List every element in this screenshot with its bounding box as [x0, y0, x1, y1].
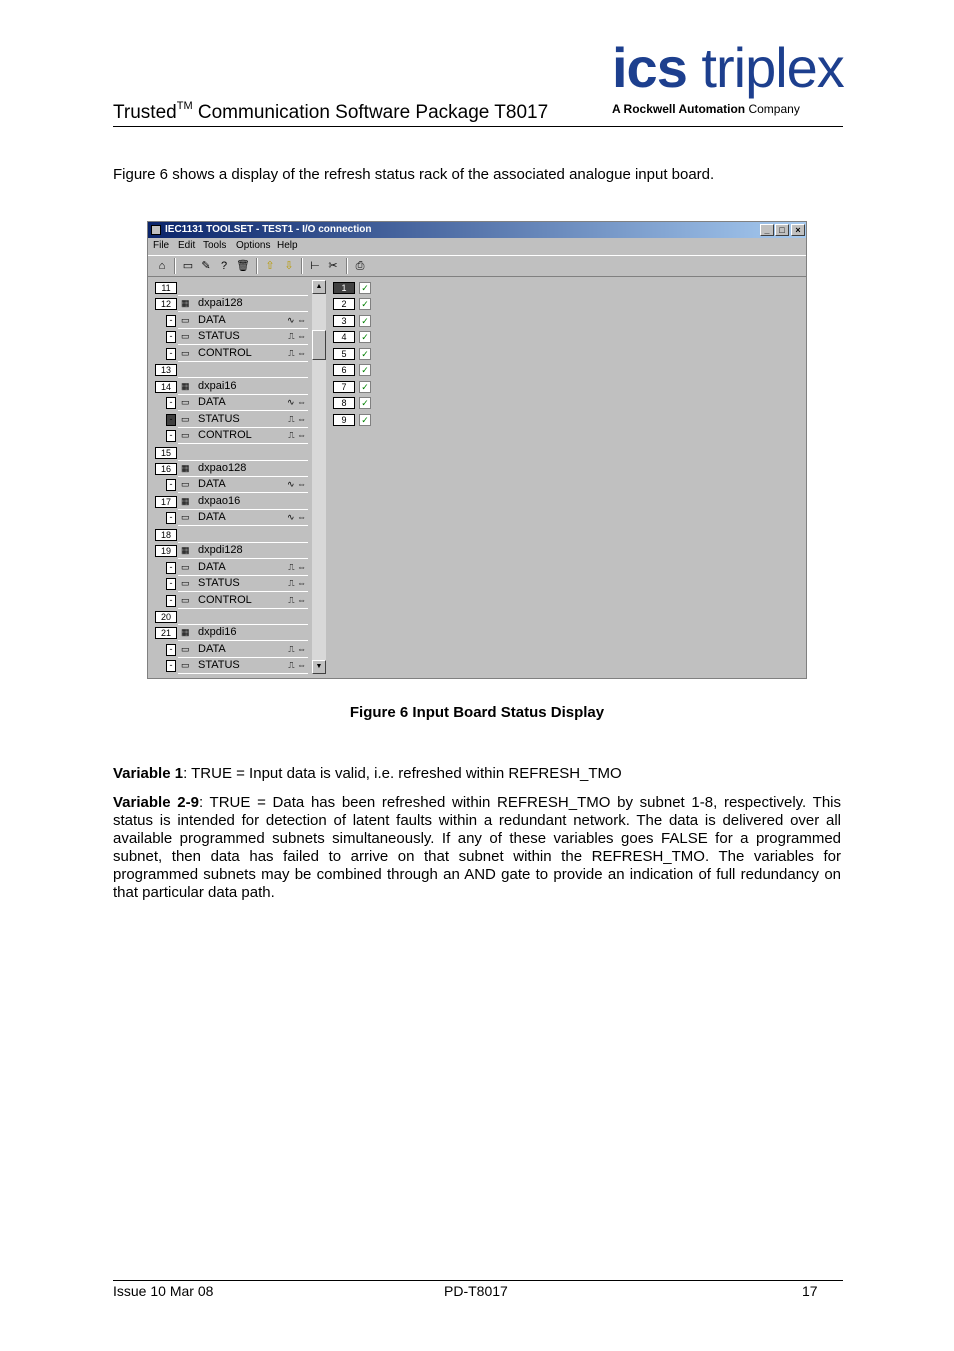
board-icon: ▦: [181, 627, 190, 637]
delete-icon[interactable]: 🗑: [236, 260, 250, 272]
row-label: DATA: [198, 478, 226, 490]
subnet-number[interactable]: 8: [333, 397, 355, 409]
signal-type-icon: ⎍ ⇔: [288, 660, 306, 670]
app-icon: [151, 225, 161, 235]
row-label: CONTROL: [198, 594, 252, 606]
variable-row[interactable]: [178, 477, 308, 493]
scroll-down-button[interactable]: ▼: [312, 660, 326, 674]
title-text-rest: Communication Software Package T8017: [192, 102, 549, 123]
check-icon: ✓: [359, 298, 371, 310]
variable-2-9-label: Variable 2-9: [113, 794, 199, 811]
subnet-number[interactable]: 7: [333, 381, 355, 393]
row-label: DATA: [198, 511, 226, 523]
check-icon: ✓: [359, 315, 371, 327]
subnet-number[interactable]: 6: [333, 364, 355, 376]
slot-number[interactable]: 11: [155, 282, 177, 294]
collapse-toggle[interactable]: -: [166, 315, 176, 327]
empty-slot-row[interactable]: [178, 280, 308, 296]
logo-triplex: triplex: [686, 36, 844, 99]
subnet-number[interactable]: 4: [333, 331, 355, 343]
variable-icon: ▭: [181, 595, 190, 605]
variable-row[interactable]: [178, 428, 308, 444]
company-logo: [612, 38, 844, 98]
tree-icon[interactable]: ⊢: [310, 260, 320, 272]
slot-number[interactable]: 12: [155, 298, 177, 310]
empty-slot-row[interactable]: [178, 362, 308, 378]
row-label: STATUS: [198, 577, 240, 589]
open-icon[interactable]: ⌂: [158, 260, 166, 272]
row-label: DATA: [198, 396, 226, 408]
board-row[interactable]: [178, 625, 308, 641]
signal-type-icon: ⎍ ⇔: [288, 348, 306, 358]
toolbar: [148, 255, 806, 277]
row-label: DATA: [198, 643, 226, 655]
toolbar-separator: [256, 258, 258, 274]
signal-type-icon: ⎍ ⇔: [288, 578, 306, 588]
menu-bar: [148, 238, 806, 254]
variable-icon: ▭: [181, 414, 190, 424]
board-row[interactable]: [178, 461, 308, 477]
row-label: dxpai16: [198, 380, 237, 392]
toolbar-separator: [346, 258, 348, 274]
variable-row[interactable]: [178, 560, 308, 576]
collapse-toggle[interactable]: -: [166, 331, 176, 343]
variable-2-9-text: : TRUE = Data has been refreshed within REFRESH_TMO by subnet 1-8, respectively. This status is intended for detection of latent faults within a redundant network. The data is delivered over all available programmed subnets simultaneously. If any of these variables goes FALSE for a programmed subnet, then data has failed to arrive on that subnet within the REFRESH_TMO. The variables for programmed subnets may be combined through an AND gate to provide an indication of full redundancy on that particular data path.: [113, 794, 841, 901]
signal-type-icon: ∿ ⇔: [286, 397, 306, 407]
variable-row[interactable]: [178, 395, 308, 411]
board-row[interactable]: [178, 379, 308, 395]
collapse-toggle[interactable]: -: [166, 660, 176, 672]
board-icon: ▦: [181, 298, 190, 308]
down-arrow-icon[interactable]: ⇩: [284, 260, 294, 272]
variable-row[interactable]: [178, 642, 308, 658]
variable-row[interactable]: [178, 412, 308, 428]
signal-type-icon: ∿ ⇔: [286, 479, 306, 489]
io-connection-window: [147, 221, 807, 679]
board-icon: ▦: [181, 381, 190, 391]
row-label: STATUS: [198, 413, 240, 425]
menu-help[interactable]: Help: [277, 240, 298, 251]
signal-type-icon: ⎍ ⇔: [288, 331, 306, 341]
footer-page-number: 17: [802, 1283, 818, 1299]
slot-number[interactable]: 14: [155, 381, 177, 393]
slot-number[interactable]: 18: [155, 529, 177, 541]
board-row[interactable]: [178, 296, 308, 312]
scroll-up-button[interactable]: ▲: [312, 280, 326, 294]
slot-number[interactable]: 13: [155, 364, 177, 376]
window-title: IEC1131 TOOLSET - TEST1 - I/O connection: [165, 224, 372, 235]
check-icon: ✓: [359, 282, 371, 294]
signal-type-icon: ∿ ⇔: [286, 315, 306, 325]
minimize-button[interactable]: _: [760, 224, 774, 236]
variable-icon: ▭: [181, 479, 190, 489]
scroll-thumb[interactable]: [312, 330, 326, 360]
page-header-title: [113, 100, 548, 124]
subnet-number[interactable]: 5: [333, 348, 355, 360]
intro-paragraph: Figure 6 shows a display of the refresh status rack of the associated analogue input board.: [113, 166, 715, 183]
empty-slot-row[interactable]: [178, 609, 308, 625]
footer-issue: Issue 10 Mar 08: [113, 1283, 214, 1299]
logo-tagline: [612, 102, 800, 116]
collapse-toggle[interactable]: -: [166, 562, 176, 574]
variable-icon: ▭: [181, 512, 190, 522]
vertical-scrollbar[interactable]: [312, 280, 326, 674]
footer-document-id: PD-T8017: [444, 1283, 508, 1299]
signal-type-icon: ⎍ ⇔: [288, 644, 306, 654]
variable-row[interactable]: [178, 510, 308, 526]
row-label: CONTROL: [198, 347, 252, 359]
variable-row[interactable]: [178, 313, 308, 329]
row-label: dxpai128: [198, 297, 243, 309]
edit-icon[interactable]: ✎: [201, 260, 211, 272]
signal-type-icon: ⎍ ⇔: [288, 414, 306, 424]
footer-divider: [113, 1280, 843, 1281]
check-icon: ✓: [359, 348, 371, 360]
collapse-toggle[interactable]: -: [166, 595, 176, 607]
variable-row[interactable]: [178, 658, 308, 674]
collapse-toggle[interactable]: -: [166, 430, 176, 442]
row-label: DATA: [198, 314, 226, 326]
variable-icon: ▭: [181, 315, 190, 325]
check-icon: ✓: [359, 331, 371, 343]
up-arrow-icon[interactable]: ⇧: [265, 260, 275, 272]
variable-row[interactable]: [178, 329, 308, 345]
subnet-number[interactable]: 9: [333, 414, 355, 426]
trademark-superscript: TM: [176, 100, 193, 112]
variable-icon: ▭: [181, 397, 190, 407]
slot-number[interactable]: 20: [155, 611, 177, 623]
slot-number[interactable]: 19: [155, 545, 177, 557]
board-row[interactable]: [178, 494, 308, 510]
variable-row[interactable]: [178, 593, 308, 609]
collapse-toggle[interactable]: -: [166, 644, 176, 656]
slot-number[interactable]: 21: [155, 627, 177, 639]
collapse-toggle[interactable]: -: [166, 512, 176, 524]
figure-caption: Figure 6 Input Board Status Display: [349, 704, 605, 721]
collapse-toggle[interactable]: -: [166, 414, 176, 426]
collapse-toggle[interactable]: -: [166, 479, 176, 491]
variable-1-label: Variable 1: [113, 765, 184, 782]
signal-type-icon: ⎍ ⇔: [288, 595, 306, 605]
check-icon: ✓: [359, 414, 371, 426]
empty-slot-row[interactable]: [178, 527, 308, 543]
subnet-number[interactable]: 1: [333, 282, 355, 294]
slot-number[interactable]: 15: [155, 447, 177, 459]
board-icon: ▦: [181, 463, 190, 473]
slot-number[interactable]: 16: [155, 463, 177, 475]
variable-icon: ▭: [181, 644, 190, 654]
board-icon: ▦: [181, 545, 190, 555]
collapse-toggle[interactable]: -: [166, 348, 176, 360]
print-icon[interactable]: ⎙: [355, 260, 365, 272]
toolbar-separator: [174, 258, 176, 274]
variable-icon: ▭: [181, 348, 190, 358]
variable-icon: ▭: [181, 430, 190, 440]
header-divider: [113, 126, 843, 127]
signal-type-icon: ⎍ ⇔: [288, 562, 306, 572]
close-button[interactable]: ×: [791, 224, 805, 236]
variable-1-paragraph: [113, 765, 841, 783]
collapse-toggle[interactable]: -: [166, 578, 176, 590]
row-label: dxpdi128: [198, 544, 243, 556]
check-icon: ✓: [359, 397, 371, 409]
variable-icon: ▭: [181, 578, 190, 588]
connect-icon[interactable]: ▭: [182, 260, 194, 272]
variable-icon: ▭: [181, 660, 190, 670]
check-icon: ✓: [359, 364, 371, 376]
menu-file[interactable]: File: [153, 240, 170, 251]
board-row[interactable]: [178, 543, 308, 559]
cut-icon[interactable]: ✂: [328, 260, 338, 272]
menu-edit[interactable]: Edit: [178, 240, 196, 251]
maximize-button[interactable]: □: [775, 224, 789, 236]
row-label: dxpao128: [198, 462, 247, 474]
logo-tagline-bold: A Rockwell Automation: [612, 102, 746, 116]
variable-icon: ▭: [181, 562, 190, 572]
row-label: STATUS: [198, 330, 240, 342]
variable-icon: ▭: [181, 331, 190, 341]
board-icon: ▦: [181, 496, 190, 506]
variable-row[interactable]: [178, 576, 308, 592]
collapse-toggle[interactable]: -: [166, 397, 176, 409]
window-title-bar: [148, 222, 806, 238]
row-label: dxpao16: [198, 495, 241, 507]
empty-slot-row[interactable]: [178, 445, 308, 461]
menu-options[interactable]: Options: [236, 240, 271, 251]
row-label: STATUS: [198, 659, 240, 671]
signal-type-icon: ⎍ ⇔: [288, 430, 306, 440]
subnet-number[interactable]: 3: [333, 315, 355, 327]
slot-number[interactable]: 17: [155, 496, 177, 508]
title-text: Trusted: [113, 102, 177, 123]
variable-1-text: : TRUE = Input data is valid, i.e. refreshed within REFRESH_TMO: [183, 765, 622, 782]
row-label: DATA: [198, 561, 226, 573]
row-label: dxpdi16: [198, 626, 237, 638]
variable-2-9-paragraph: [113, 794, 841, 902]
help-icon[interactable]: ?: [220, 260, 228, 272]
logo-ics: ics: [612, 36, 687, 99]
variable-row[interactable]: [178, 346, 308, 362]
subnet-number[interactable]: 2: [333, 298, 355, 310]
logo-tagline-rest: Company: [745, 102, 800, 116]
row-label: CONTROL: [198, 429, 252, 441]
signal-type-icon: ∿ ⇔: [286, 512, 306, 522]
menu-tools[interactable]: Tools: [203, 240, 227, 251]
check-icon: ✓: [359, 381, 371, 393]
toolbar-separator: [301, 258, 303, 274]
